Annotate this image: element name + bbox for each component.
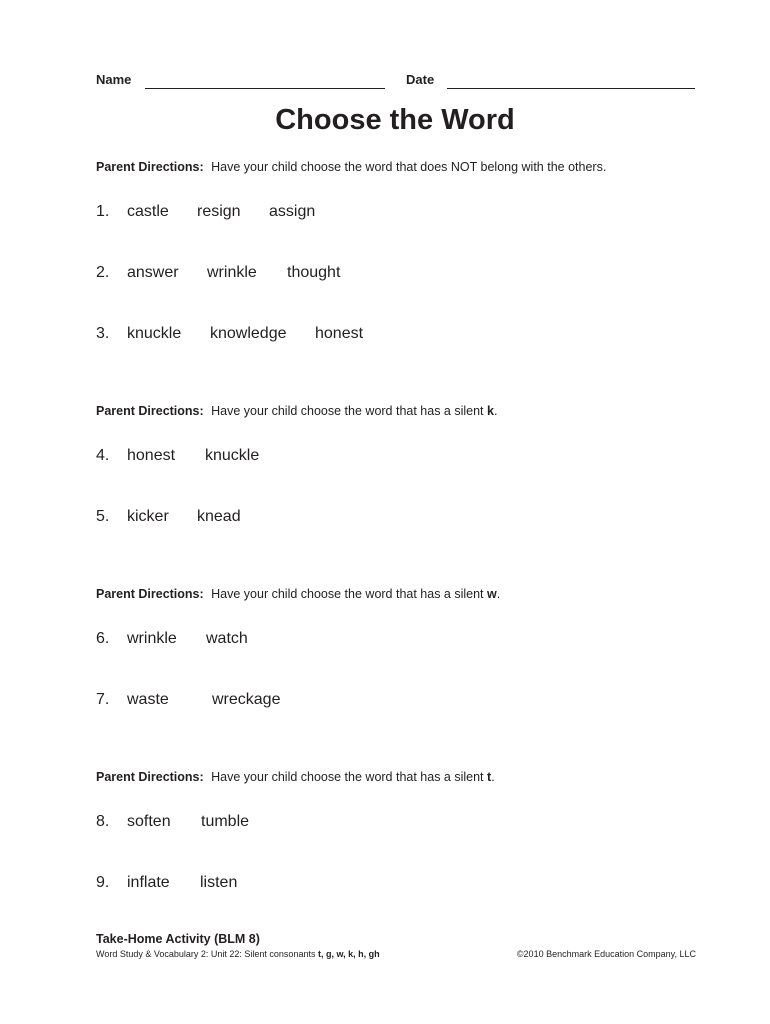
word-choice[interactable]: knuckle: [127, 325, 182, 342]
word-choice[interactable]: watch: [206, 630, 248, 647]
directions-1: [96, 160, 606, 174]
directions-3: [96, 587, 500, 601]
word-choice[interactable]: knowledge: [210, 325, 287, 342]
item-number: 8.: [96, 813, 110, 830]
date-label: Date: [406, 72, 435, 87]
word-choice[interactable]: honest: [315, 325, 364, 342]
item-number: 3.: [96, 325, 110, 342]
word-choice[interactable]: inflate: [127, 874, 170, 891]
word-choice[interactable]: listen: [200, 874, 238, 891]
footer-copyright: ©2010 Benchmark Education Company, LLC: [516, 949, 696, 959]
item-number: 7.: [96, 691, 110, 708]
word-choice[interactable]: tumble: [201, 813, 250, 830]
word-choice[interactable]: soften: [127, 813, 171, 830]
directions-text: Have your child choose the word that has a silent: [211, 404, 484, 418]
silent-letter: w: [487, 587, 497, 601]
name-date-header: [96, 72, 696, 90]
word-choice[interactable]: wrinkle: [207, 264, 257, 281]
directions-text: Have your child choose the word that does NOT belong with the others.: [211, 160, 607, 174]
date-line[interactable]: [447, 88, 695, 89]
word-choice[interactable]: wrinkle: [127, 630, 177, 647]
directions-2: [96, 404, 497, 418]
directions-label: Parent Directions:: [96, 587, 204, 601]
footer-unit-letters: t, g, w, k, h, gh: [317, 949, 380, 959]
directions-label: Parent Directions:: [96, 404, 204, 418]
word-choice[interactable]: thought: [287, 264, 341, 281]
footer-unit-text: Word Study & Vocabulary 2: Unit 22: Silent consonants: [96, 949, 316, 959]
word-choice[interactable]: assign: [269, 203, 316, 220]
item-number: 5.: [96, 508, 110, 525]
directions-label: Parent Directions:: [96, 160, 204, 174]
directions-text: Have your child choose the word that has a silent: [211, 770, 484, 784]
word-choice[interactable]: knead: [197, 508, 241, 525]
word-choice[interactable]: honest: [127, 447, 176, 464]
footer-activity: Take-Home Activity (BLM 8): [96, 932, 260, 946]
directions-text: Have your child choose the word that has a silent: [211, 587, 484, 601]
item-number: 9.: [96, 874, 110, 891]
period: .: [493, 404, 498, 418]
silent-letter: k: [487, 404, 494, 418]
word-choice[interactable]: knuckle: [205, 447, 260, 464]
name-label: Name: [96, 72, 132, 87]
item-number: 4.: [96, 447, 110, 464]
word-choice[interactable]: castle: [127, 203, 169, 220]
footer-unit: [96, 949, 380, 959]
word-choice[interactable]: resign: [197, 203, 241, 220]
page-title: Choose the Word: [275, 104, 515, 136]
word-choice[interactable]: kicker: [127, 508, 169, 525]
item-number: 6.: [96, 630, 110, 647]
word-choice[interactable]: waste: [127, 691, 169, 708]
item-number: 2.: [96, 264, 110, 281]
word-choice[interactable]: answer: [127, 264, 179, 281]
directions-4: [96, 770, 495, 784]
period: .: [496, 587, 501, 601]
word-choice[interactable]: wreckage: [212, 691, 281, 708]
period: .: [491, 770, 495, 784]
directions-label: Parent Directions:: [96, 770, 204, 784]
silent-letter: t: [487, 770, 492, 784]
name-line[interactable]: [145, 88, 385, 89]
item-number: 1.: [96, 203, 110, 220]
